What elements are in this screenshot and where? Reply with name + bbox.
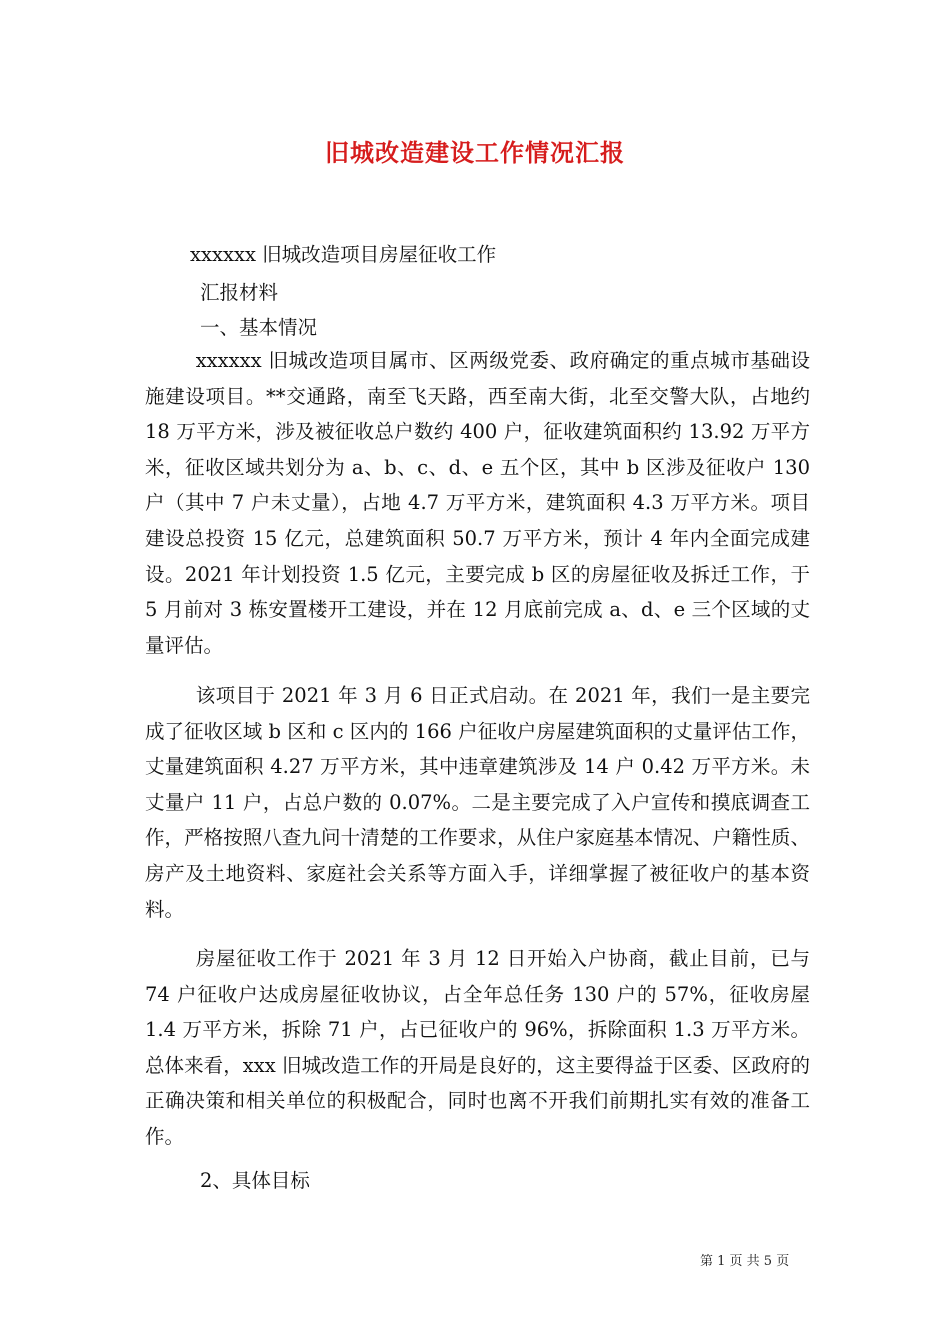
section-heading-basic-info: 一、基本情况 — [200, 316, 318, 339]
subtitle-line-2: 汇报材料 — [200, 281, 279, 304]
paragraph-expropriation-status: 房屋征收工作于 2021 年 3 月 12 日开始入户协商，截止目前，已与 74 户征收户达成房屋征收协议，占全年总任务 130 户的 57%，征收房屋 1.4 万平方米，拆除 71 户，占已征收户的 96%，拆除面积 1.3 万平方米。总体来看，xxx 旧城改造工作的开局是良好的，这主要得益于区委、区政府的正确决策和相关单位的积极配合，同时也离不开我们前期扎实有效的准备工作。 — [145, 947, 810, 1148]
paragraph-progress-2021: 该项目于 2021 年 3 月 6 日正式启动。在 2021 年，我们一是主要完成了征收区域 b 区和 c 区内的 166 户征收户房屋建筑面积的丈量评估工作，丈量建筑面积 4.27 万平方米，其中违章建筑涉及 14 户 0.42 万平方米。未丈量户 11 户，占总户数的 0.07%。二是主要完成了入户宣传和摸底调查工作，严格按照八查九问十清楚的工作要求，从住户家庭基本情况、户籍性质、房产及土地资料、家庭社会关系等方面入手，详细掌握了被征收户的基本资料。 — [145, 684, 810, 921]
subtitle-line-1: xxxxxx 旧城改造项目房屋征收工作 — [190, 243, 497, 266]
section-heading-specific-goals: 2、具体目标 — [200, 1169, 310, 1192]
paragraph-project-overview: xxxxxx 旧城改造项目属市、区两级党委、政府确定的重点城市基础设施建设项目。**交通路，南至飞天路，西至南大街，北至交警大队，占地约 18 万平方米，涉及被征收总户数约 400 户，征收建筑面积约 13.92 万平方米，征收区域共划分为 a、b、c、d、e 五个区，其中 b 区涉及征收户 130 户（其中 7 户未丈量），占地 4.7 万平方米，建筑面积 4.3 万平方米。项目建设总投资 15 亿元，总建筑面积 50.7 万平方米，预计 4 年内全面完成建设。2021 年计划投资 1.5 亿元，主要完成 b 区的房屋征收及拆迁工作，于 5 月前对 3 栋安置楼开工建设，并在 12 月底前完成 a、d、e 三个区域的丈量评估。 — [145, 349, 810, 657]
page-number: 第 1 页 共 5 页 — [700, 1254, 790, 1269]
document-title: 旧城改造建设工作情况汇报 — [325, 139, 625, 167]
